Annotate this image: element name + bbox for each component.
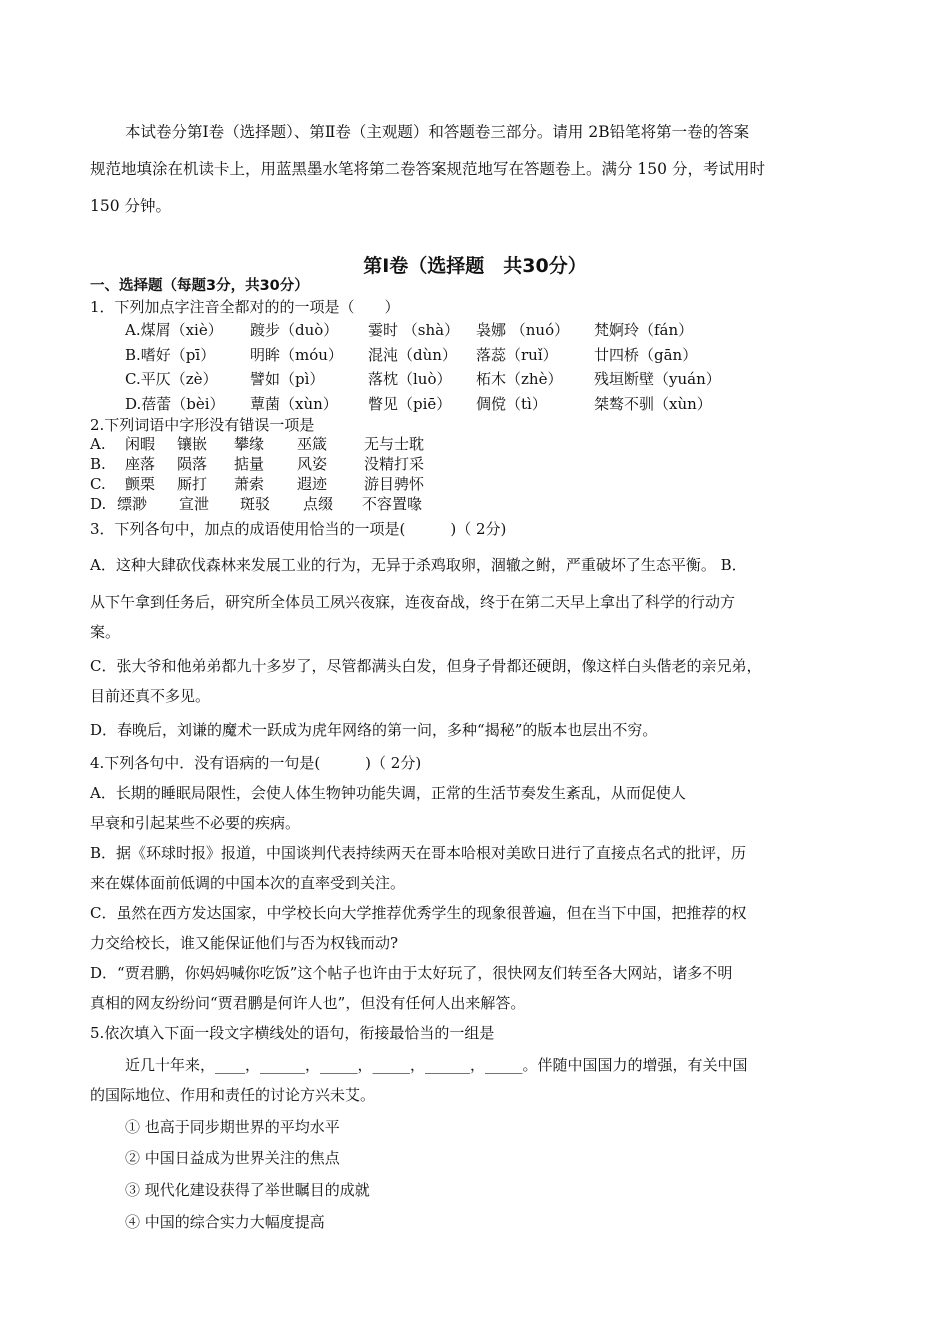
q1-b-2: 明眸（móu） <box>250 346 343 364</box>
q4-option-b-line-1: B．据《环球时报》报道，中国谈判代表持续两天在哥本哈根对美欧日进行了直接点名式的批评，历 <box>90 844 747 862</box>
q3-option-b-line-2: 案。 <box>90 623 121 641</box>
q2-d-label: D. <box>90 495 107 513</box>
q2-b-2: 陨落 <box>177 455 208 473</box>
q1-d-2: 蕈菌（xùn） <box>250 395 338 413</box>
q4-option-d-line-1: D．“贾君鹏，你妈妈喊你吃饭”这个帖子也许由于太好玩了，很快网友们转至各大网站，诸多不明 <box>90 964 733 982</box>
intro-line-3: 150 分钟。 <box>90 197 172 215</box>
q1-c-5: 残垣断壁（yuán） <box>594 370 721 388</box>
q1-a-3: 霎时 （shà） <box>368 321 460 339</box>
q5-option-1: ① 也高于同步期世界的平均水平 <box>125 1118 340 1136</box>
q1-a-4: 袅娜 （nuó） <box>476 321 570 339</box>
q1-b-3: 混沌（dùn） <box>368 346 457 364</box>
q4-option-a-line-2: 早衰和引起某些不必要的疾病。 <box>90 814 301 832</box>
q2-a-5: 无与士耽 <box>364 435 425 453</box>
q1-c-2: 譬如（pì） <box>250 370 325 388</box>
q1-b-1: B.嗜好（pī） <box>125 346 216 364</box>
q2-a-2: 镶嵌 <box>177 435 208 453</box>
intro-line-1: 本试卷分第Ⅰ卷（选择题）、第Ⅱ卷（主观题）和答题卷三部分。请用 2B铅笔将第一卷的答案 <box>125 123 750 141</box>
q3-option-c-line-2: 目前还真不多见。 <box>90 687 211 705</box>
q5-option-2: ② 中国日益成为世界关注的焦点 <box>125 1149 340 1167</box>
q1-row-b <box>125 345 697 365</box>
q4-option-d-line-2: 真相的网友纷纷问“贾君鹏是何许人也”，但没有任何人出来解答。 <box>90 994 526 1012</box>
q1-a-2: 踱步（duò） <box>250 321 339 339</box>
q1-row-a <box>125 320 693 340</box>
q2-c-label: C. <box>90 475 106 493</box>
q2-c-5: 游目骋怀 <box>364 475 425 493</box>
q2-d-5: 不容置喙 <box>362 495 423 513</box>
q4-option-c-line-2: 力交给校长，谁又能保证他们与否为权钱而动? <box>90 934 399 952</box>
intro-line-2: 规范地填涂在机读卡上，用蓝黑墨水笔将第二卷答案规范地写在答题卷上。满分 150 分，考试用时 <box>90 160 765 178</box>
q2-row-a <box>90 434 424 454</box>
q1-row-c <box>125 369 721 389</box>
q2-b-4: 风姿 <box>297 455 328 473</box>
q2-d-3: 斑驳 <box>240 495 271 513</box>
q1-b-5: 廿四桥（gān） <box>594 346 698 364</box>
q2-b-1: 座落 <box>125 455 156 473</box>
q2-a-4: 巫箴 <box>297 435 328 453</box>
q2-c-1: 颤栗 <box>125 475 156 493</box>
q1-d-3: 瞥见（piē） <box>368 395 452 413</box>
q2-row-d <box>90 494 422 514</box>
q3-option-c-line-1: C．张大爷和他弟弟都九十多岁了，尽管都满头白发，但身子骨都还硬朗，像这样白头偕老的亲兄弟， <box>90 657 762 675</box>
q2-b-5: 没精打采 <box>364 455 425 473</box>
q4-stem: 4.下列各句中．没有语病的一句是( )（ 2分) <box>90 754 422 772</box>
section-title: 第Ⅰ卷（选择题 共30分） <box>363 255 587 277</box>
q2-d-2: 宣泄 <box>179 495 210 513</box>
q2-d-1: 缥渺 <box>117 495 148 513</box>
q4-option-c-line-1: C．虽然在西方发达国家，中学校长向大学推荐优秀学生的现象很普遍，但在当下中国，把推荐的权 <box>90 904 747 922</box>
q2-row-b <box>90 454 424 474</box>
q1-b-4: 落蕊（ruǐ） <box>476 346 558 364</box>
q1-c-1: C.平仄（zè） <box>125 370 218 388</box>
q5-option-3: ③ 现代化建设获得了举世瞩目的成就 <box>125 1181 370 1199</box>
q1-d-1: D.蓓蕾（bèi） <box>125 395 225 413</box>
q2-d-4: 点缀 <box>303 495 334 513</box>
q5-option-4: ④ 中国的综合实力大幅度提高 <box>125 1213 325 1231</box>
q1-d-4: 倜傥（tì） <box>476 395 547 413</box>
part-heading: 一、选择题（每题3分，共30分） <box>90 278 309 294</box>
q3-option-a-line-1: A．这种大肆砍伐森林来发展工业的行为，无异于杀鸡取卵，涸辙之鲋，严重破坏了生态平衡。 B． <box>90 556 747 574</box>
q2-stem: 2.下列词语中字形没有错误一项是 <box>90 416 315 434</box>
q5-passage-line-1: 近几十年来，____，______，_____，_____，______，_____。伴随中国国力的增强，有关中国 <box>125 1056 748 1074</box>
q2-c-4: 遐迹 <box>297 475 328 493</box>
q2-b-3: 掂量 <box>234 455 265 473</box>
q3-stem: 3．下列各句中，加点的成语使用恰当的一项是( )（ 2分) <box>90 520 507 538</box>
q3-option-b-line-1: 从下午拿到任务后，研究所全体员工夙兴夜寐，连夜奋战，终于在第二天早上拿出了科学的行动方 <box>90 593 736 611</box>
q2-a-3: 攀缘 <box>234 435 265 453</box>
q2-c-3: 萧索 <box>234 475 265 493</box>
q1-c-4: 柘木（zhè） <box>476 370 563 388</box>
q1-a-5: 梵婀玲（fán） <box>594 321 694 339</box>
q2-a-label: A. <box>90 435 106 453</box>
q5-passage-line-2: 的国际地位、作用和责任的讨论方兴未艾。 <box>90 1086 376 1104</box>
q1-d-5: 桀骜不驯（xùn） <box>594 395 712 413</box>
q1-c-3: 落枕（luò） <box>368 370 452 388</box>
q1-stem: 1．下列加点字注音全都对的的一项是（ ） <box>90 298 400 316</box>
q1-row-d <box>125 394 712 414</box>
q2-a-1: 闲暇 <box>125 435 156 453</box>
q3-option-d: D．春晚后，刘谦的魔术一跃成为虎年网络的第一问，多种“揭秘”的版本也层出不穷。 <box>90 721 658 739</box>
q2-b-label: B. <box>90 455 106 473</box>
q5-stem: 5.依次填入下面一段文字横线处的语句，衔接最恰当的一组是 <box>90 1024 495 1042</box>
q2-c-2: 厮打 <box>177 475 208 493</box>
q2-row-c <box>90 474 424 494</box>
q4-option-b-line-2: 来在媒体面前低调的中国本次的直率受到关注。 <box>90 874 406 892</box>
q1-a-1: A.煤屑（xiè） <box>125 321 223 339</box>
q4-option-a-line-1: A．长期的睡眠局限性，会使人体生物钟功能失调，正常的生活节奏发生紊乱，从而促使人 <box>90 784 686 802</box>
